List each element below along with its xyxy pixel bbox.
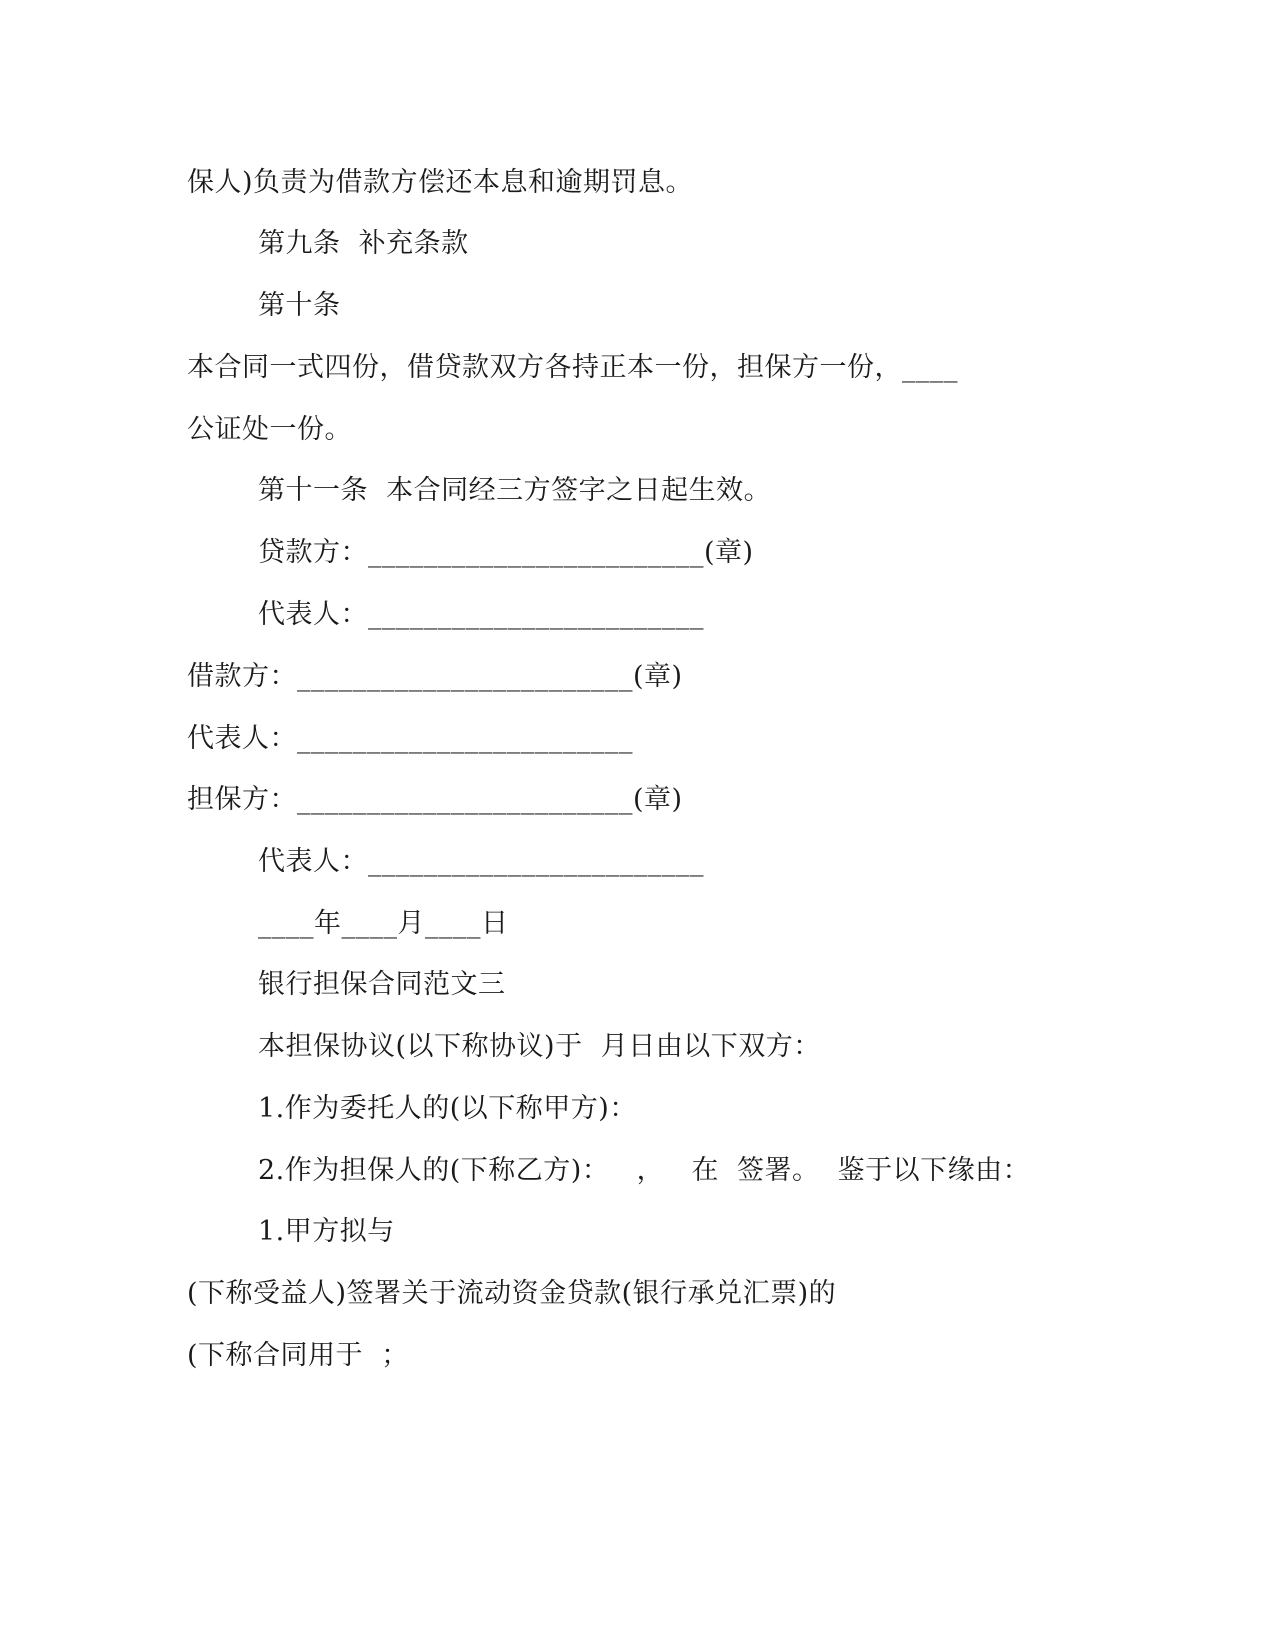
- recital-contract-line: (下称合同用于 ；: [187, 1340, 409, 1371]
- borrower-signature-line: 借款方：________________________(章): [187, 661, 683, 692]
- party-b-line: 2.作为担保人的(下称乙方)： ， 在 签署。 鉴于以下缘由：: [258, 1155, 1031, 1186]
- section-title: 银行担保合同范文三: [258, 969, 506, 1000]
- clause-11-heading: 第十一条 本合同经三方签字之日起生效。: [258, 475, 772, 506]
- party-a-line: 1.作为委托人的(以下称甲方)：: [258, 1093, 637, 1124]
- clause-10-heading: 第十条: [258, 290, 341, 321]
- agreement-intro: 本担保协议(以下称协议)于 月日由以下双方：: [258, 1031, 821, 1062]
- text-line-notary: 公证处一份。: [187, 414, 352, 445]
- date-line: ____年____月____日: [258, 908, 509, 939]
- guarantor-signature-line: 担保方：________________________(章): [187, 784, 683, 815]
- text-line-copies: 本合同一式四份，借贷款双方各持正本一份，担保方一份，____: [187, 352, 958, 383]
- guarantor-representative-line: 代表人：________________________: [258, 846, 704, 877]
- text-line-continuation: 保人)负责为借款方偿还本息和逾期罚息。: [187, 167, 694, 198]
- recital-beneficiary-line: (下称受益人)签署关于流动资金贷款(银行承兑汇票)的: [187, 1278, 837, 1309]
- clause-9-heading: 第九条 补充条款: [258, 228, 469, 259]
- borrower-representative-line: 代表人：________________________: [187, 723, 633, 754]
- recital-1-line: 1.甲方拟与: [258, 1216, 395, 1247]
- lender-signature-line: 贷款方：________________________(章): [258, 537, 754, 568]
- lender-representative-line: 代表人：________________________: [258, 599, 704, 630]
